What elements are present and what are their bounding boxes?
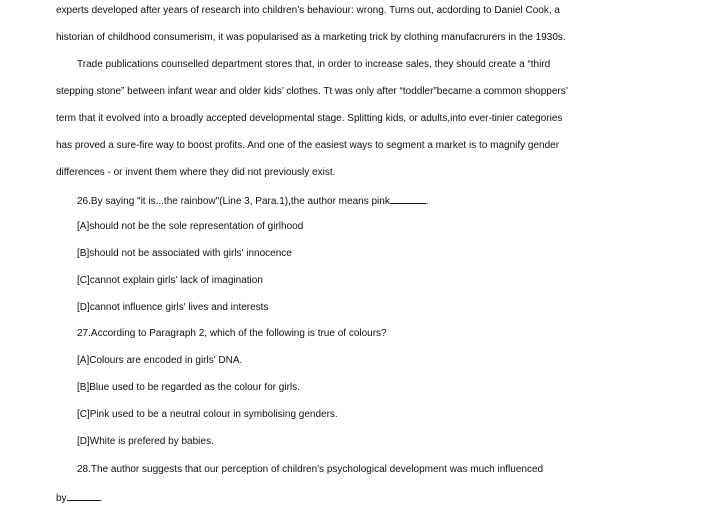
answer-blank bbox=[390, 194, 426, 204]
answer-blank bbox=[67, 491, 100, 501]
option-d: [D]cannot influence girls' lives and interests bbox=[77, 302, 269, 313]
passage-line: has proved a sure-fire way to boost profits. And one of the easiest ways to segment a market is to magnify gender bbox=[56, 140, 560, 151]
question-stem-continuation bbox=[56, 491, 102, 505]
question-stem bbox=[77, 194, 429, 208]
option-b: [B]should not be associated with girls' innocence bbox=[77, 248, 292, 259]
passage-line: differences - or invent them where they did not previously exist. bbox=[56, 167, 336, 178]
passage-line: experts developed after years of research into children’s behaviour: wrong. Turns out, acdording to Daniel Cook, a bbox=[56, 5, 560, 16]
question-stem-end: . bbox=[99, 493, 103, 504]
option-a: [A]Colours are encoded in girls' DNA. bbox=[77, 355, 243, 366]
question-stem: 28.The author suggests that our perception of children's psychological development was much influenced bbox=[77, 464, 544, 475]
option-b: [B]Blue used to be regarded as the colour for girls. bbox=[77, 382, 300, 393]
passage-line: historian of childhood consumerism, it was popularised as a marketing trick by clothing manufacrurers in the 1930s. bbox=[56, 32, 566, 43]
passage-line: Trade publications counselled department stores that, in order to increase sales, they should create a “third bbox=[77, 59, 551, 70]
option-c: [C]cannot explain girls' lack of imagination bbox=[77, 275, 263, 286]
passage-line: stepping stone” between infant wear and older kids’ clothes. Tt was only after “toddler”became a common shoppers’ bbox=[56, 86, 568, 97]
option-d: [D]White is prefered by babies. bbox=[77, 436, 214, 447]
question-stem-text: 26.By saying "it is...the rainbow"(Line 3, Para.1),the author means pink bbox=[77, 196, 390, 207]
passage-line: term that it evolved into a broadly accepted developmental stage. Splitting kids, or adults,into ever-tinier categories bbox=[56, 113, 563, 124]
question-stem: 27.According to Paragraph 2, which of the following is true of colours? bbox=[77, 328, 387, 339]
question-stem-text: by bbox=[56, 493, 67, 504]
option-c: [C]Pink used to be a neutral colour in symbolising genders. bbox=[77, 409, 338, 420]
option-a: [A]should not be the sole representation of girlhood bbox=[77, 221, 304, 232]
question-stem-end: . bbox=[425, 196, 429, 207]
